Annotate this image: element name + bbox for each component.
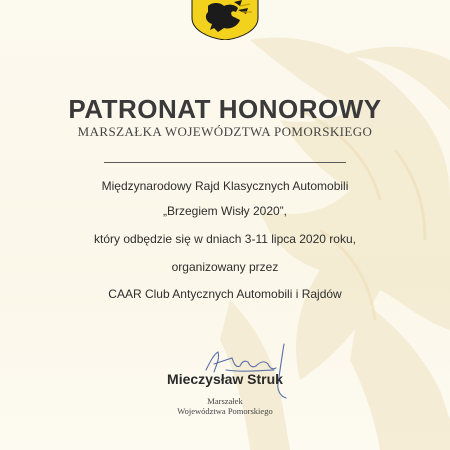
divider: [104, 162, 346, 163]
pomeranian-griffin-crest-icon: [190, 0, 260, 40]
signer-role-line-2: Województwa Pomorskiego: [177, 406, 273, 416]
signer-role-line-1: Marszałek: [207, 396, 243, 406]
page-title: PATRONAT HONOROWY: [68, 94, 382, 124]
organizer-label-line: organizowany przez: [171, 260, 279, 274]
organizer-name-line: CAAR Club Antycznych Automobili i Rajdów: [108, 287, 342, 301]
event-dates-line: który odbędzie się w dniach 3-11 lipca 2020 roku,: [94, 232, 356, 246]
handwritten-signature-icon: [196, 340, 306, 400]
page-subtitle: MARSZAŁKA WOJEWÓDZTWA POMORSKIEGO: [77, 124, 373, 139]
signer-name: Mieczysław Struk: [167, 371, 283, 387]
event-name-line: Międzynarodowy Rajd Klasycznych Automobili: [101, 179, 349, 193]
event-title-line: „Brzegiem Wisły 2020”,: [162, 204, 288, 218]
